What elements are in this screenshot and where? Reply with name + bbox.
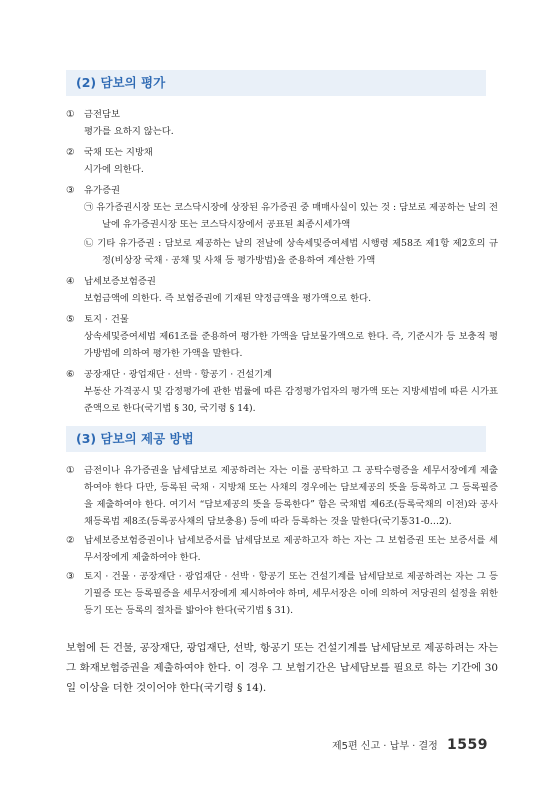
list-item (66, 273, 498, 307)
valuation-list (66, 106, 498, 417)
list-item (66, 462, 498, 530)
sub-item-text: 유가증권시장 또는 코스닥시장에 상장된 유가증권 중 매매사실이 있는 것 : 담보로 제공하는 날의 전날에 유가증권시장 또는 코스닥시장에서 공표된 최종시세가액 (96, 202, 498, 230)
item-number: ① (66, 465, 75, 476)
item-body: 평가를 요하지 않는다. (84, 126, 174, 137)
section-heading-valuation: (2) 담보의 평가 (66, 70, 486, 96)
item-title: 토지 · 건물 (84, 314, 129, 325)
insurance-paragraph: 보험에 든 건물, 공장재단, 광업재단, 선박, 항공기 또는 건설기계를 납세담보로 제공하려는 자는 그 화재보험증권을 제출하여야 한다. 이 경우 그 보험기간은 납세담보를 필요로 하는 기간에 30일 이상을 더한 것이어야 한다(국기령 § 14). (66, 642, 498, 694)
item-title: 유가증권 (84, 185, 120, 196)
footer-section-label: 제5편 신고 · 납부 · 결정 (331, 741, 438, 752)
page-number: 1559 (447, 737, 488, 753)
item-body: 부동산 가격공시 및 감정평가에 관한 법률에 따른 감정평가업자의 평가액 또는 지방세법에 따른 시가표준액으로 한다(국기법 § 30, 국기령 § 14). (84, 386, 498, 414)
sub-item (66, 235, 498, 269)
page-footer (332, 737, 488, 753)
item-body: 보험금액에 의한다. 즉 보험증권에 기재된 약정금액을 평가액으로 한다. (84, 293, 372, 304)
sub-item-mark: ㉠ (84, 202, 94, 213)
list-item (66, 532, 498, 566)
list-item (66, 568, 498, 619)
item-text: 토지 · 건물 · 공장재단 · 광업재단 · 선박 · 항공기 또는 건설기계를 납세담보로 제공하려는 자는 그 등기필증 또는 등록필증을 세무서장에게 제시하여야 하며, 세무서장은 이에 의하여 저당권의 설정을 위한 등기 또는 등록의 절차를 밟아야 한다(국기법 § 31). (84, 571, 498, 616)
item-body: 시가에 의한다. (84, 164, 144, 175)
sub-item (66, 199, 498, 233)
sub-item-text: 기타 유가증권 : 담보로 제공하는 날의 전날에 상속세및증여세법 시행령 제58조 제1항 제2호의 규정(비상장 국채 · 공채 및 사채 등 평가방법)을 준용하여 계산한 가액 (97, 238, 498, 266)
item-title: 국채 또는 지방채 (84, 147, 153, 158)
list-item (66, 144, 498, 178)
list-item (66, 311, 498, 362)
list-item (66, 106, 498, 140)
item-number: ③ (66, 185, 75, 196)
provision-list (66, 462, 498, 619)
item-title: 납세보증보험증권 (84, 276, 156, 287)
item-number: ④ (66, 276, 75, 287)
item-text: 납세보증보험증권이나 납세보증서를 납세담보로 제공하고자 하는 자는 그 보험증권 또는 보증서를 세무서장에게 제출하여야 한다. (84, 535, 498, 563)
item-text: 금전이나 유가증권을 납세담보로 제공하려는 자는 이를 공탁하고 그 공탁수령증을 세무서장에게 제출하여야 한다 다만, 등록된 국채 · 지방채 또는 사채의 경우에는 담보제공의 뜻을 등록하고 그 등록필증을 제출하여야 한다. 여기서 “담보제공의 뜻을 등록한다” 함은 국채법 제6조(등록국채의 이전)와 공사채등록법 제8조(등록공사채의 담보충용) 등에 따라 등록하는 것을 말한다(국기통31-0…2). (84, 465, 498, 527)
item-number: ⑥ (66, 369, 75, 380)
list-item (66, 182, 498, 269)
item-number: ② (66, 535, 75, 546)
item-title: 금전담보 (84, 109, 120, 120)
section-heading-provision: (3) 담보의 제공 방법 (66, 426, 486, 452)
item-body: 상속세및증여세법 제61조를 준용하여 평가한 가액을 담보물가액으로 한다. 즉, 기준시가 등 보충적 평가방법에 의하여 평가한 가액을 말한다. (84, 331, 498, 359)
list-item (66, 366, 498, 417)
item-number: ③ (66, 571, 75, 582)
sub-item-mark: ㉡ (84, 238, 94, 249)
item-number: ② (66, 147, 75, 158)
item-number: ⑤ (66, 314, 75, 325)
item-number: ① (66, 109, 75, 120)
item-title: 공장재단 · 광업재단 · 선박 · 항공기 · 건설기계 (84, 369, 273, 380)
